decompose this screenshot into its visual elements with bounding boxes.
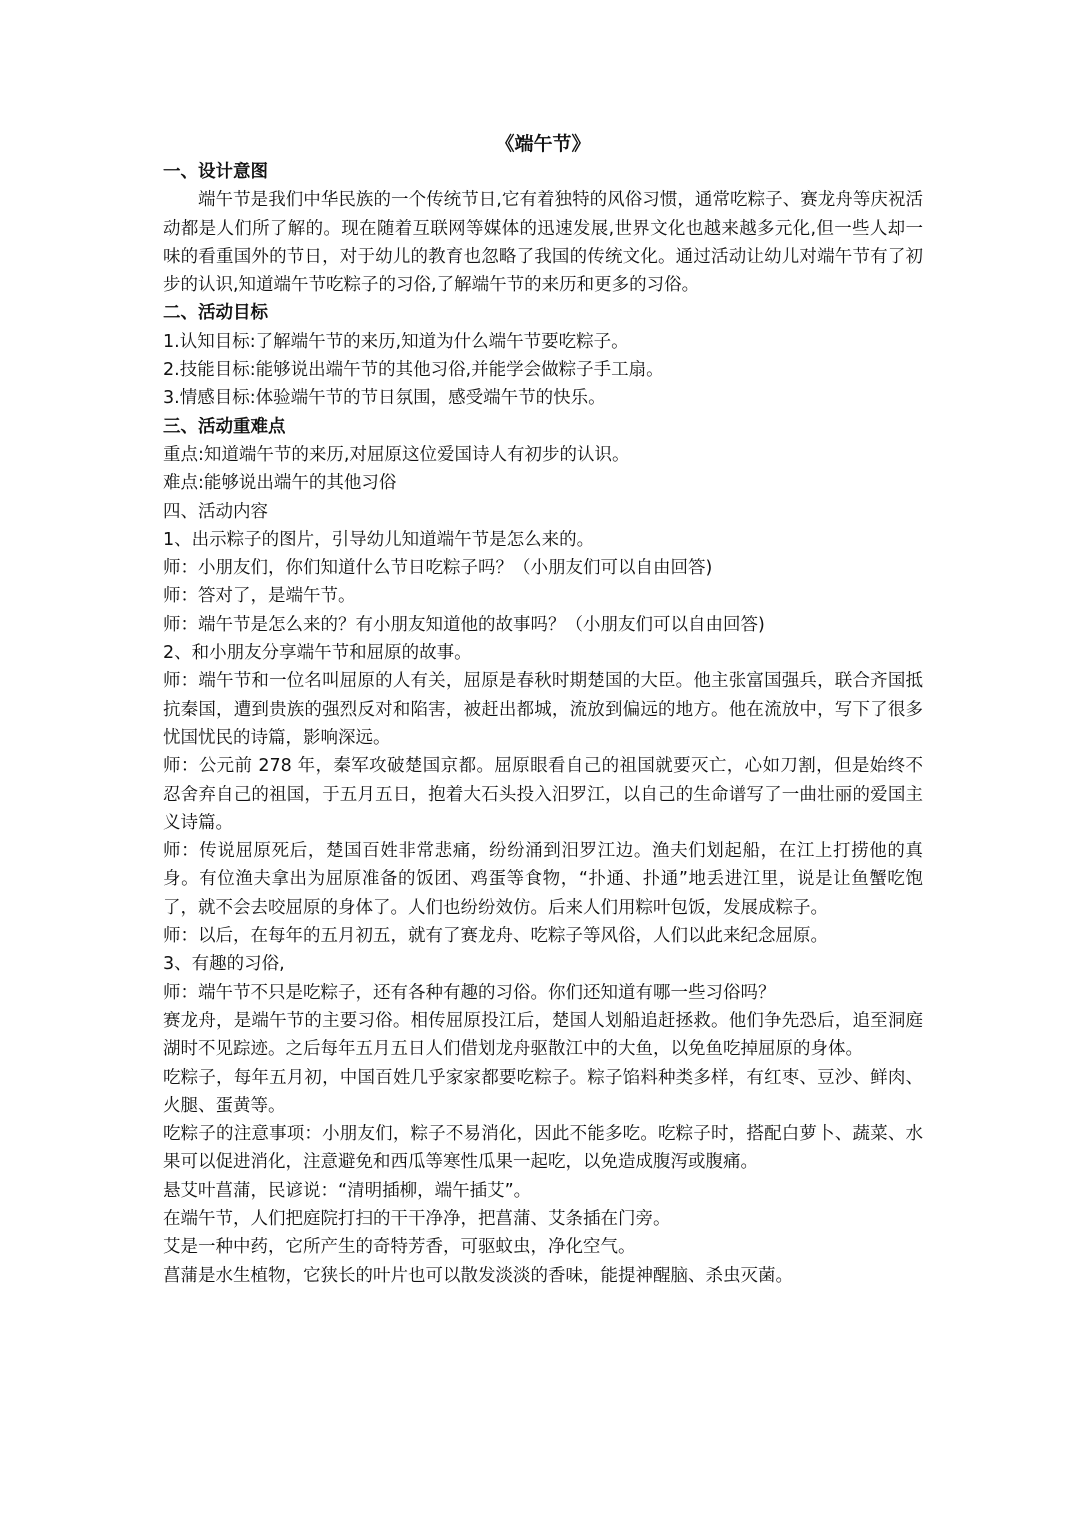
custom-mugwort-detail-2: 艾是一种中药，它所产生的奇特芳香，可驱蚊虫，净化空气。 xyxy=(163,1237,636,1258)
goal-cognitive: 1.认知目标:了解端午节的来历,知道为什么端午节要吃粽子。 xyxy=(163,331,629,352)
story-paragraph-3: 师：传说屈原死后，楚国百姓非常悲痛，纷纷涌到汨罗江边。渔夫们划起船，在江上打捞他的真身。有位渔夫拿出为屈原准备的饭团、鸡蛋等食物，“扑通、扑通”地丢进江里，说是让鱼蟹吃饱了，就不会去咬屈原的身体了。人们也纷纷效仿。后来人们用粽叶包饭，发展成粽子。 xyxy=(163,841,923,918)
difficult-point: 难点:能够说出端午的其他习俗 xyxy=(163,473,397,494)
document-title: 《端午节》 xyxy=(495,133,591,155)
section-heading-goals: 二、活动目标 xyxy=(163,303,268,324)
content-step-2: 2、和小朋友分享端午节和屈原的故事。 xyxy=(163,643,472,664)
section-heading-content: 四、活动内容 xyxy=(163,501,268,522)
design-intent-paragraph: 端午节是我们中华民族的一个传统节日,它有着独特的风俗习惯，通常吃粽子、赛龙舟等庆祝活动都是人们所了解的。现在随着互联网等媒体的迅速发展,世界文化也越来越多元化,但一些人却一味的看重国外的节日，对于幼儿的教育也忽略了我国的传统文化。通过活动让幼儿对端午节有了初步的认识,知道端午节吃粽子的习俗,了解端午节的来历和更多的习俗。 xyxy=(163,190,923,296)
story-paragraph-1: 师：端午节和一位名叫屈原的人有关，屈原是春秋时期楚国的大臣。他主张富国强兵，联合齐国抵抗秦国，遭到贵族的强烈反对和陷害，被赶出都城，流放到偏远的地方。他在流放中，写下了很多忧国忧民的诗篇，影响深远。 xyxy=(163,671,923,748)
teacher-question-2: 师：端午节是怎么来的？有小朋友知道他的故事吗？（小朋友们可以自由回答) xyxy=(163,614,765,635)
goal-skill: 2.技能目标:能够说出端午节的其他习俗,并能学会做粽子手工扇。 xyxy=(163,360,664,381)
teacher-question-3: 师：端午节不只是吃粽子，还有各种有趣的习俗。你们还知道有哪一些习俗吗？ xyxy=(163,982,776,1003)
custom-mugwort-detail-1: 在端午节，人们把庭院打扫的干干净净，把菖蒲、艾条插在门旁。 xyxy=(163,1208,671,1229)
zongzi-notes: 吃粽子的注意事项：小朋友们，粽子不易消化，因此不能多吃。吃粽子时，搭配白萝卜、蔬菜、水果可以促进消化，注意避免和西瓜等寒性瓜果一起吃，以免造成腹泻或腹痛。 xyxy=(163,1124,923,1173)
story-paragraph-4: 师：以后，在每年的五月初五，就有了赛龙舟、吃粽子等风俗，人们以此来纪念屈原。 xyxy=(163,926,828,947)
section-heading-key-points: 三、活动重难点 xyxy=(163,416,286,437)
content-step-1: 1、出示粽子的图片，引导幼儿知道端午节是怎么来的。 xyxy=(163,529,595,550)
goal-emotion: 3.情感目标:体验端午节的节日氛围，感受端午节的快乐。 xyxy=(163,388,606,409)
custom-dragon-boat: 赛龙舟，是端午节的主要习俗。相传屈原投江后，楚国人划船追赶拯救。他们争先恐后，追至洞庭湖时不见踪迹。之后每年五月五日人们借划龙舟驱散江中的大鱼，以免鱼吃掉屈原的身体。 xyxy=(163,1010,923,1060)
custom-calamus-detail: 菖蒲是水生植物，它狭长的叶片也可以散发淡淡的香味，能提神醒脑、杀虫灭菌。 xyxy=(163,1265,793,1286)
key-point: 重点:知道端午节的来历,对屈原这位爱国诗人有初步的认识。 xyxy=(163,444,630,465)
custom-mugwort: 悬艾叶菖蒲，民谚说：“清明插柳，端午插艾”。 xyxy=(163,1180,532,1201)
teacher-answer-1: 师：答对了，是端午节。 xyxy=(163,586,356,607)
custom-zongzi: 吃粽子，每年五月初，中国百姓几乎家家都要吃粽子。粽子馅料种类多样，有红枣、豆沙、鲜肉、火腿、蛋黄等。 xyxy=(163,1067,923,1116)
content-step-3: 3、有趣的习俗, xyxy=(163,954,285,975)
story-paragraph-2: 师：公元前 278 年，秦军攻破楚国京都。屈原眼看自己的祖国就要灭亡，心如刀割，但是始终不忍舍弃自己的祖国，于五月五日，抱着大石头投入汨罗江，以自己的生命谱写了一曲壮丽的爱国主义诗篇。 xyxy=(163,756,923,833)
document-body xyxy=(163,130,923,1290)
section-heading-design-intent: 一、设计意图 xyxy=(163,162,268,182)
teacher-question-1: 师：小朋友们，你们知道什么节日吃粽子吗？（小朋友们可以自由回答) xyxy=(163,558,713,579)
